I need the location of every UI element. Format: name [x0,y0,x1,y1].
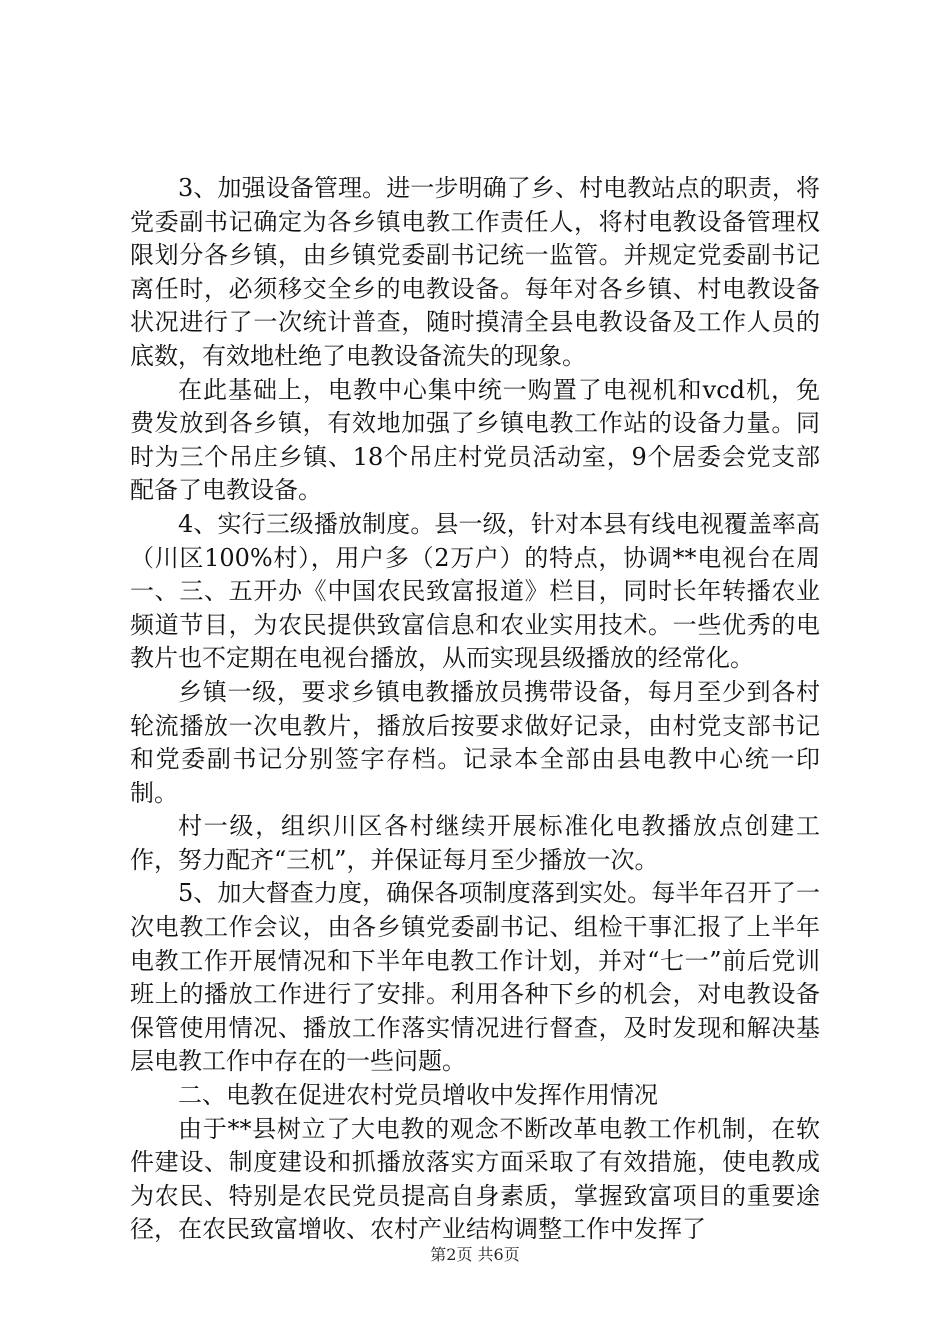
paragraph-supervision: 5、加大督查力度，确保各项制度落到实处。每半年召开了一次电教工作会议，由各乡镇党委副书记、组检干事汇报了上半年电教工作开展情况和下半年电教工作计划，并对“七一”前后党训班上的播放工作进行了安排。利用各种下乡的机会，对电教设备保管使用情况、播放工作落实情况进行督查，及时发现和解决基层电教工作中存在的一些问题。 [130,879,820,1076]
paragraph-role-description: 由于**县树立了大电教的观念不断改革电教工作机制，在软件建设、制度建设和抓播放落实方面采取了有效措施，使电教成为农民、特别是农民党员提高自身素质，掌握致富项目的重要途径，在农民致富增收、农村产业结构调整工作中发挥了 [130,1114,820,1244]
page-number-footer: 第2页 共6页 [430,1245,520,1264]
paragraph-village-level: 村一级，组织川区各村继续开展标准化电教播放点创建工作，努力配齐“三机”，并保证每月至少播放一次。 [130,812,820,874]
paragraph-equipment-management: 3、加强设备管理。进一步明确了乡、村电教站点的职责，将党委副书记确定为各乡镇电教工作责任人，将村电教设备管理权限划分各乡镇，由乡镇党委副书记统一监管。并规定党委副书记离任时，必须移交全乡的电教设备。每年对各乡镇、村电教设备状况进行了一次统计普查，随时摸清全县电教设备及工作人员的底数，有效地杜绝了电教设备流失的现象。 [130,174,820,370]
section-heading-role: 二、电教在促进农村党员增收中发挥作用情况 [178,1081,658,1110]
paragraph-township-level: 乡镇一级，要求乡镇电教播放员携带设备，每月至少到各村轮流播放一次电教片，播放后按要求做好记录，由村党支部书记和党委副书记分别签字存档。记录本全部由县电教中心统一印制。 [130,677,820,807]
paragraph-three-level-broadcast: 4、实行三级播放制度。县一级，针对本县有线电视覆盖率高（川区100%村），用户多（2万户）的特点，协调**电视台在周一、三、五开办《中国农民致富报道》栏目，同时长年转播农业频道节目，为农民提供致富信息和农业实用技术。一些优秀的电教片也不定期在电视台播放，从而实现县级播放的经常化。 [130,509,820,673]
paragraph-equipment-purchase: 在此基础上，电教中心集中统一购置了电视机和vcd机，免费发放到各乡镇，有效地加强了乡镇电教工作站的设备力量。同时为三个吊庄乡镇、18个吊庄村党员活动室，9个居委会党支部配备了电教设备。 [130,375,820,505]
document-body [130,172,820,1247]
